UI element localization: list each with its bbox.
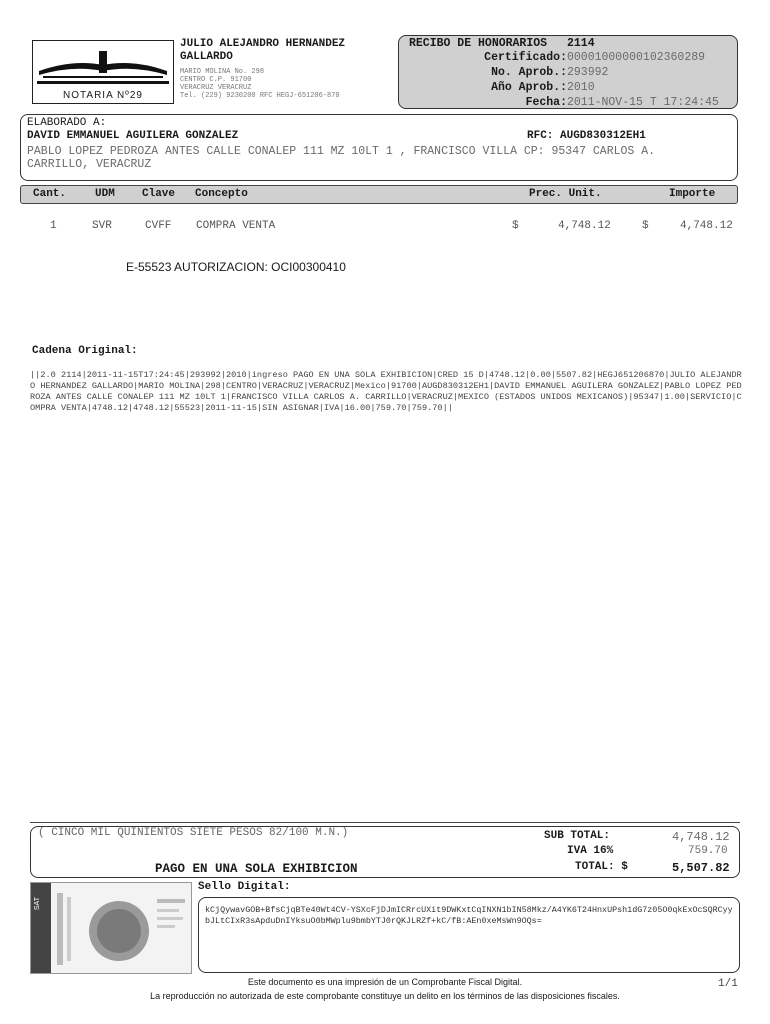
- receipt-fecha-row: [399, 95, 737, 110]
- client-rfc: RFC: AUGD830312EH1: [527, 130, 646, 142]
- issuer-name-line1: JULIO ALEJANDRO HERNANDEZ: [180, 38, 346, 50]
- aprob-label: No. Aprob.:: [491, 66, 567, 79]
- page-number: 1/1: [718, 978, 738, 990]
- row-udm: SVR: [92, 220, 112, 232]
- client-address-line1: PABLO LOPEZ PEDROZA ANTES CALLE CONALEP 111 MZ 10LT 1 , FRANCISCO VILLA CP: 95347 CARLOS A.: [27, 145, 656, 158]
- col-importe: Importe: [669, 188, 716, 200]
- sat-label: SAT: [34, 897, 41, 911]
- logo-text: NOTARIA Nº29: [63, 90, 143, 101]
- issuer-address-line3: VERACRUZ VERACRUZ: [180, 84, 252, 92]
- receipt-number: 2114: [567, 37, 595, 50]
- payment-method: PAGO EN UNA SOLA EXHIBICION: [155, 862, 358, 876]
- client-box: [20, 114, 738, 181]
- receipt-anio-row: [399, 80, 737, 95]
- row-cant: 1: [50, 220, 57, 232]
- issuer-name: [180, 38, 400, 64]
- receipt-info-box: [398, 35, 738, 109]
- cadena-original-text: ||2.0 2114|2011-11-15T17:24:45|293992|2010|ingreso PAGO EN UNA SOLA EXHIBICION|CRED 15 D|4748.12|0.00|5507.82|HEGJ651206870|JULIO ALEJANDRO HERNANDEZ GALLARDO|MARIO MOLINA|298|CENTRO|VERACRUZ|VERACRUZ|Mexico|91700|AUGD830312EH1|DAVID EMMANUEL AGUILERA GONZALEZ|PABLO LOPEZ PEDROZA ANTES CALLE CONALEP 111 MZ 10LT 1|FRANCISCO VILLA CARLOS A. CARRILLO|VERACRUZ|MEXICO (ESTADOS UNIDOS MEXICANOS)|95347|1.00|SERVICIO|COMPRA VENTA|4748.12|4748.12|55523|2011-11-15|SIN ASIGNAR|IVA|16.00|759.70|759.70||: [30, 370, 742, 413]
- client-name: DAVID EMMANUEL AGUILERA GONZALEZ: [27, 130, 239, 142]
- anio-label: Año Aprob.:: [491, 81, 567, 94]
- certificado-label: Certificado:: [484, 51, 567, 64]
- row-currency-2: $: [642, 220, 649, 232]
- col-concepto: Concepto: [195, 188, 248, 200]
- footer-line2: La reproducción no autorizada de este comprobante constituye un delito en los términos de las disposiciones fiscales.: [150, 991, 620, 1001]
- col-prec: Prec. Unit.: [529, 188, 602, 200]
- issuer-name-line2: GALLARDO: [180, 51, 233, 63]
- cadena-label: Cadena Original:: [32, 345, 138, 357]
- sello-label: Sello Digital:: [198, 881, 291, 893]
- issuer-address-line2: CENTRO C.P. 91700: [180, 76, 252, 84]
- col-udm: UDM: [95, 188, 115, 200]
- aprob-value: 293992: [567, 66, 609, 79]
- col-clave: Clave: [142, 188, 176, 200]
- client-heading: ELABORADO A:: [27, 117, 107, 129]
- receipt-aprob-row: [399, 65, 737, 80]
- notaria-logo: [32, 40, 174, 104]
- anio-value: 2010: [567, 81, 595, 94]
- row-importe: 4,748.12: [680, 220, 733, 232]
- col-cant: Cant.: [33, 188, 67, 200]
- row-clave: CVFF: [145, 220, 172, 232]
- iva-value: 759.70: [688, 845, 728, 857]
- client-address-line2: CARRILLO, VERACRUZ: [27, 158, 152, 171]
- issuer-address-line4: Tel. (229) 9230200 RFC HEGJ-651206-870: [180, 92, 340, 100]
- sello-digital-text: kCjQywavGOB+BfsCjqBTe40Wt4CV-YSXcFjDJmICRrcUXit9DWKxtCqINXN1bIN58Mkz/A4YK6T24HnxUPsh1dG7z05O0qkExOcSQRCyybJLtCIxR3sApduDnIYksuO0bMWplu9bmbYTJ0rQKJLRZf+kC/fB:AEn0xeMsWn9OQs=: [205, 905, 733, 926]
- totals-divider: [30, 822, 740, 823]
- receipt-certificado-row: [399, 50, 737, 65]
- issuer-address: [180, 68, 410, 100]
- fecha-value: 2011-NOV-15 T 17:24:45: [567, 96, 719, 109]
- subtotal-label: SUB TOTAL:: [544, 830, 611, 842]
- iva-label: IVA 16%: [567, 845, 614, 857]
- sat-seal-icon: [31, 883, 192, 974]
- sat-qr-seal: [30, 882, 192, 974]
- row-concepto: COMPRA VENTA: [196, 220, 276, 232]
- subtotal-value: 4,748.12: [672, 830, 730, 844]
- fecha-label: Fecha:: [525, 96, 567, 109]
- certificado-value: 00001000000102360289: [567, 51, 706, 64]
- receipt-title: [399, 36, 737, 51]
- footer-line1: Este documento es una impresión de un Comprobante Fiscal Digital.: [247, 977, 523, 987]
- total-label: TOTAL: $: [575, 861, 628, 873]
- row-prec: 4,748.12: [558, 220, 611, 232]
- receipt-title-label: RECIBO DE HONORARIOS: [409, 37, 548, 50]
- autorizacion-text: E-55523 AUTORIZACION: OCI00300410: [126, 260, 346, 274]
- book-logo-icon: [33, 41, 173, 89]
- amount-in-words: ( CINCO MIL QUINIENTOS SIETE PESOS 82/100 M.N.): [38, 827, 349, 839]
- total-value: 5,507.82: [672, 861, 730, 875]
- row-currency-1: $: [512, 220, 519, 232]
- issuer-address-line1: MARIO MOLINA No. 298: [180, 68, 265, 76]
- items-table-header: [20, 185, 738, 204]
